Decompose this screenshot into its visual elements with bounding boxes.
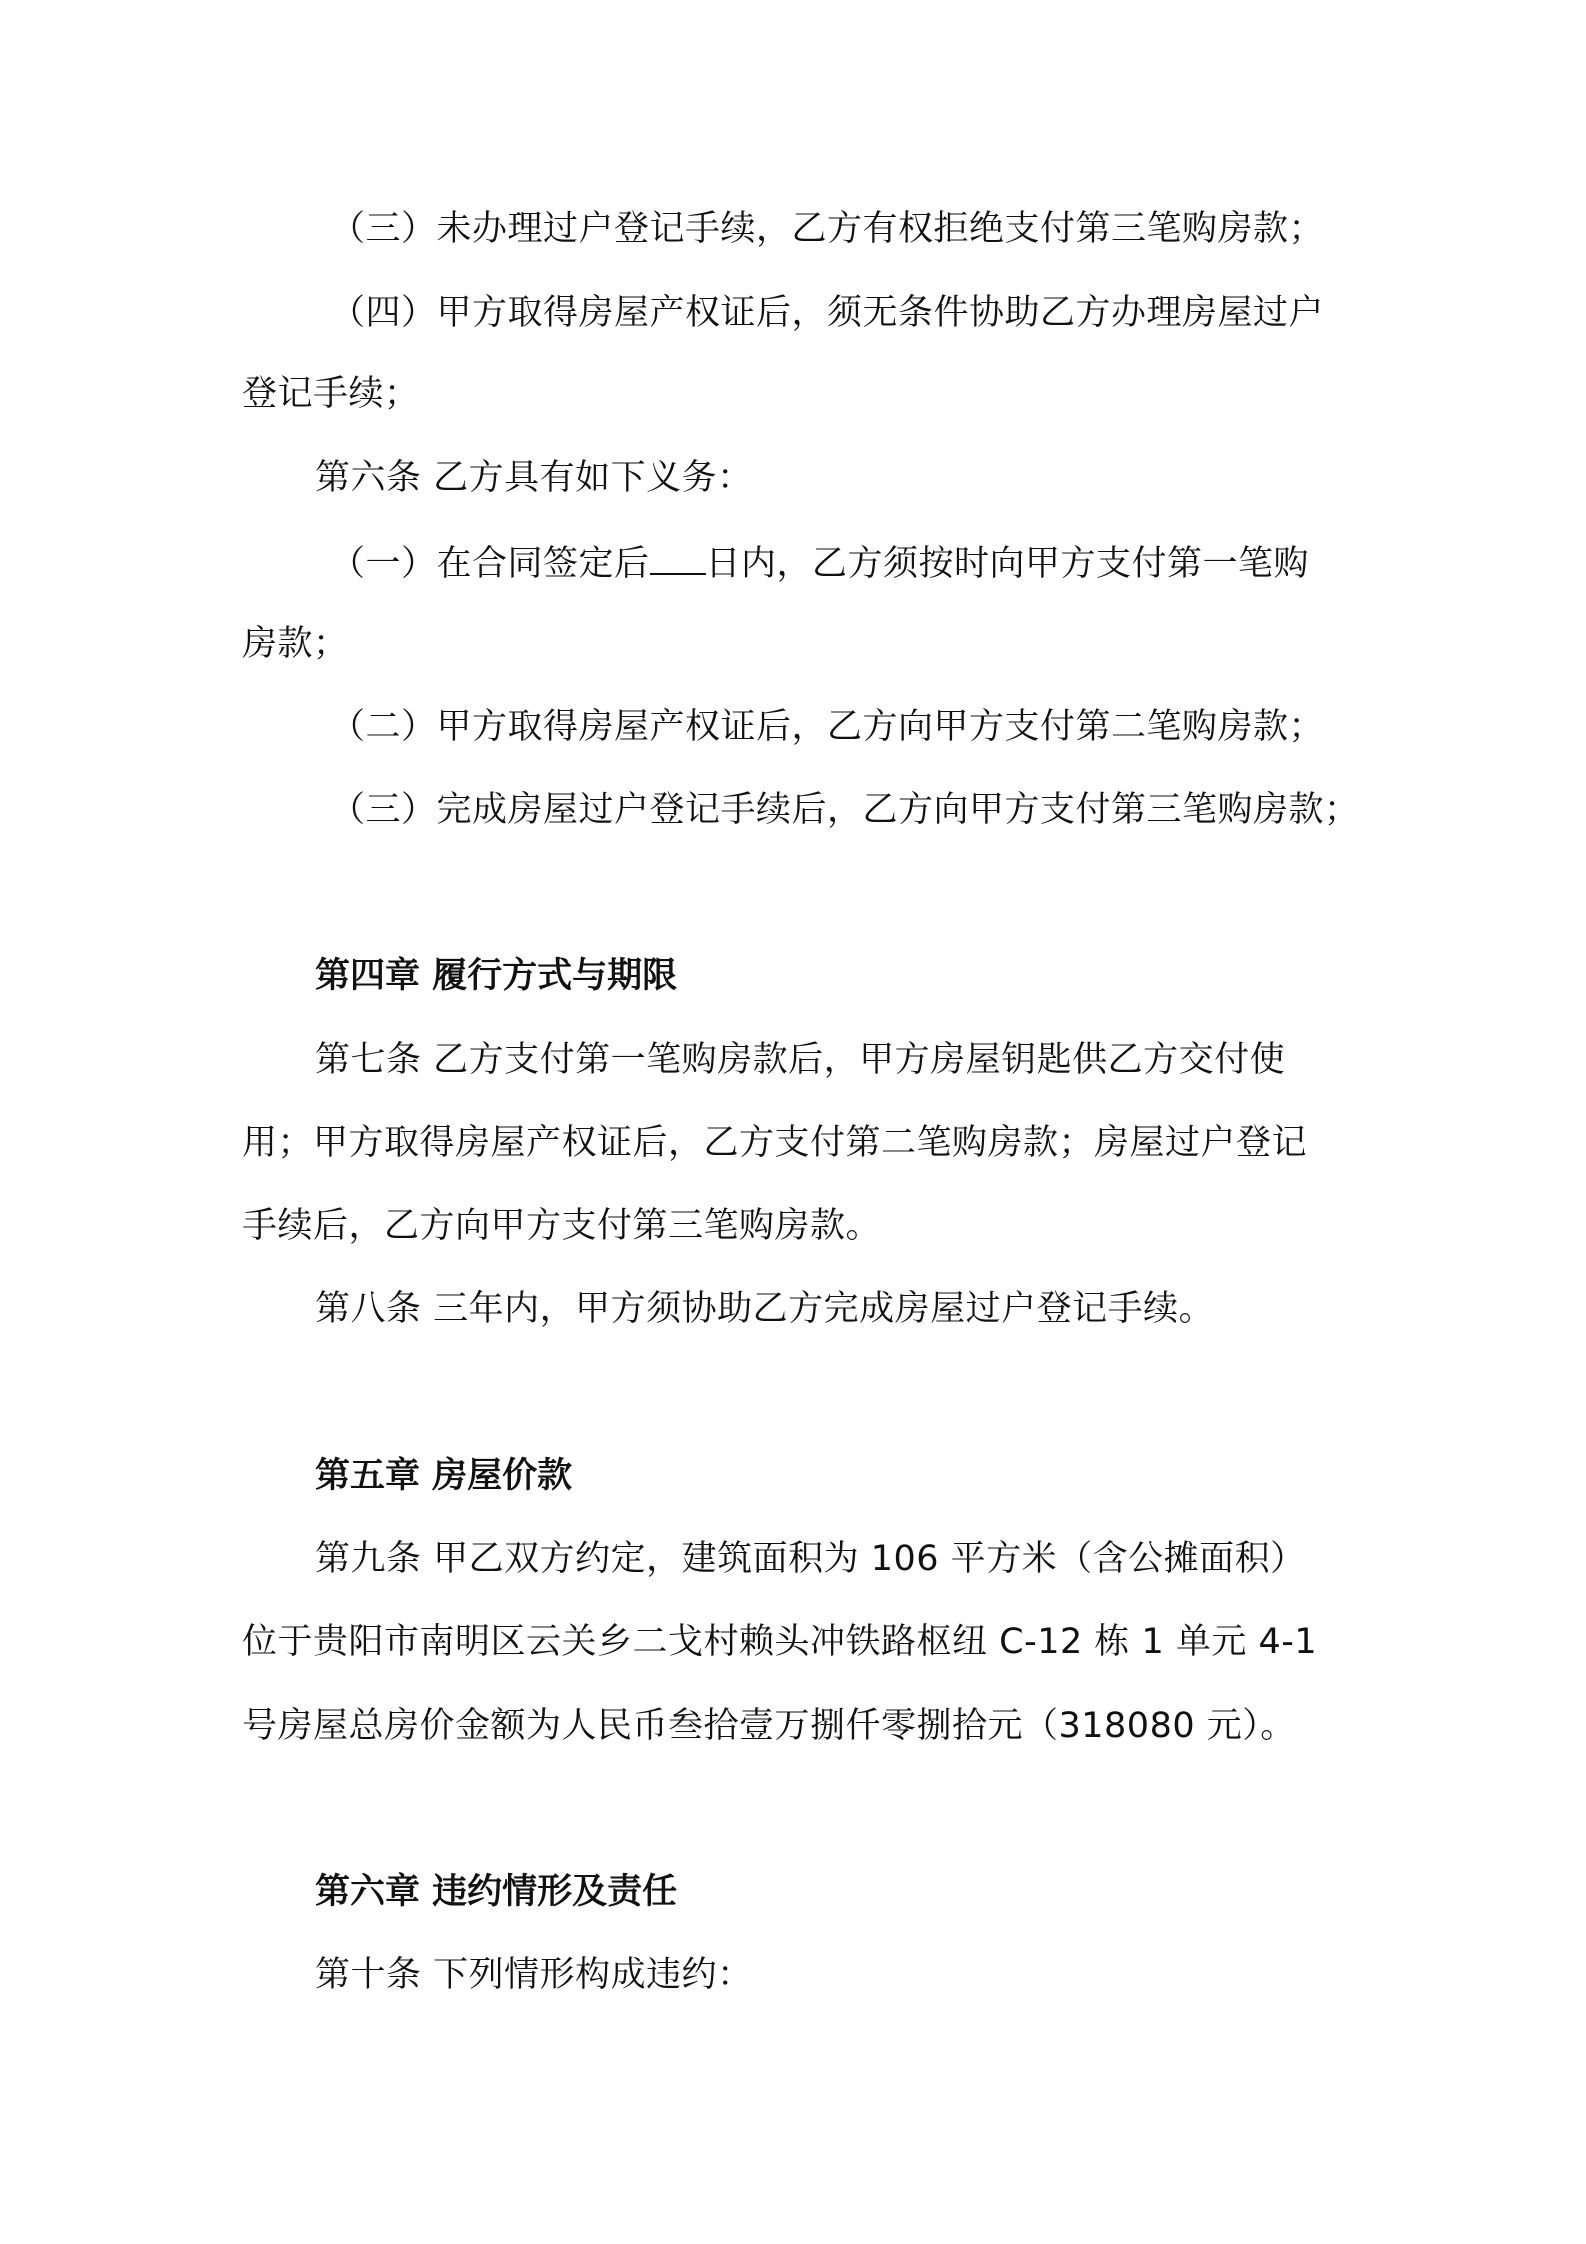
article7-line2: 用；甲方取得房屋产权证后，乙方支付第二笔购房款；房屋过户登记 — [242, 1123, 1308, 1163]
article5-item3: （三）未办理过户登记手续，乙方有权拒绝支付第三笔购房款； — [330, 209, 1325, 249]
article7-line3: 手续后，乙方向甲方支付第三笔购房款。 — [242, 1206, 882, 1246]
article9-line1: 第九条 甲乙双方约定，建筑面积为 106 平方米（含公摊面积） — [315, 1539, 1306, 1579]
chapter5-heading: 第五章 房屋价款 — [315, 1456, 573, 1496]
article7-line1: 第七条 乙方支付第一笔购房款后，甲方房屋钥匙供乙方交付使 — [315, 1040, 1286, 1080]
article6-item1-line1 — [330, 537, 1309, 588]
article6-item3: （三）完成房屋过户登记手续后，乙方向甲方支付第三笔购房款； — [330, 790, 1360, 830]
article6-item1-part1: （一）在合同签定后 — [330, 544, 650, 584]
chapter4-heading: 第四章 履行方式与期限 — [315, 956, 678, 996]
article6-item1-part2: 日内，乙方须按时向甲方支付第一笔购 — [705, 544, 1310, 584]
article5-item4-line1: （四）甲方取得房屋产权证后，须无条件协助乙方办理房屋过户 — [330, 293, 1325, 333]
article9-line3: 号房屋总房价金额为人民币叁拾壹万捌仟零捌拾元（318080 元）。 — [242, 1706, 1296, 1746]
chapter6-heading: 第六章 违约情形及责任 — [315, 1872, 678, 1912]
article6-title: 第六条 乙方具有如下义务： — [315, 458, 753, 498]
article6-item2: （二）甲方取得房屋产权证后，乙方向甲方支付第二笔购房款； — [330, 707, 1325, 747]
article6-item1-line2: 房款； — [242, 624, 349, 664]
article8: 第八条 三年内，甲方须协助乙方完成房屋过户登记手续。 — [315, 1289, 1215, 1329]
blank-days-field — [650, 537, 706, 575]
article9-line2: 位于贵阳市南明区云关乡二戈村赖头冲铁路枢纽 C-12 栋 1 单元 4-1 — [242, 1622, 1318, 1662]
article5-item4-line2: 登记手续； — [242, 374, 420, 414]
article10: 第十条 下列情形构成违约： — [315, 1955, 753, 1995]
